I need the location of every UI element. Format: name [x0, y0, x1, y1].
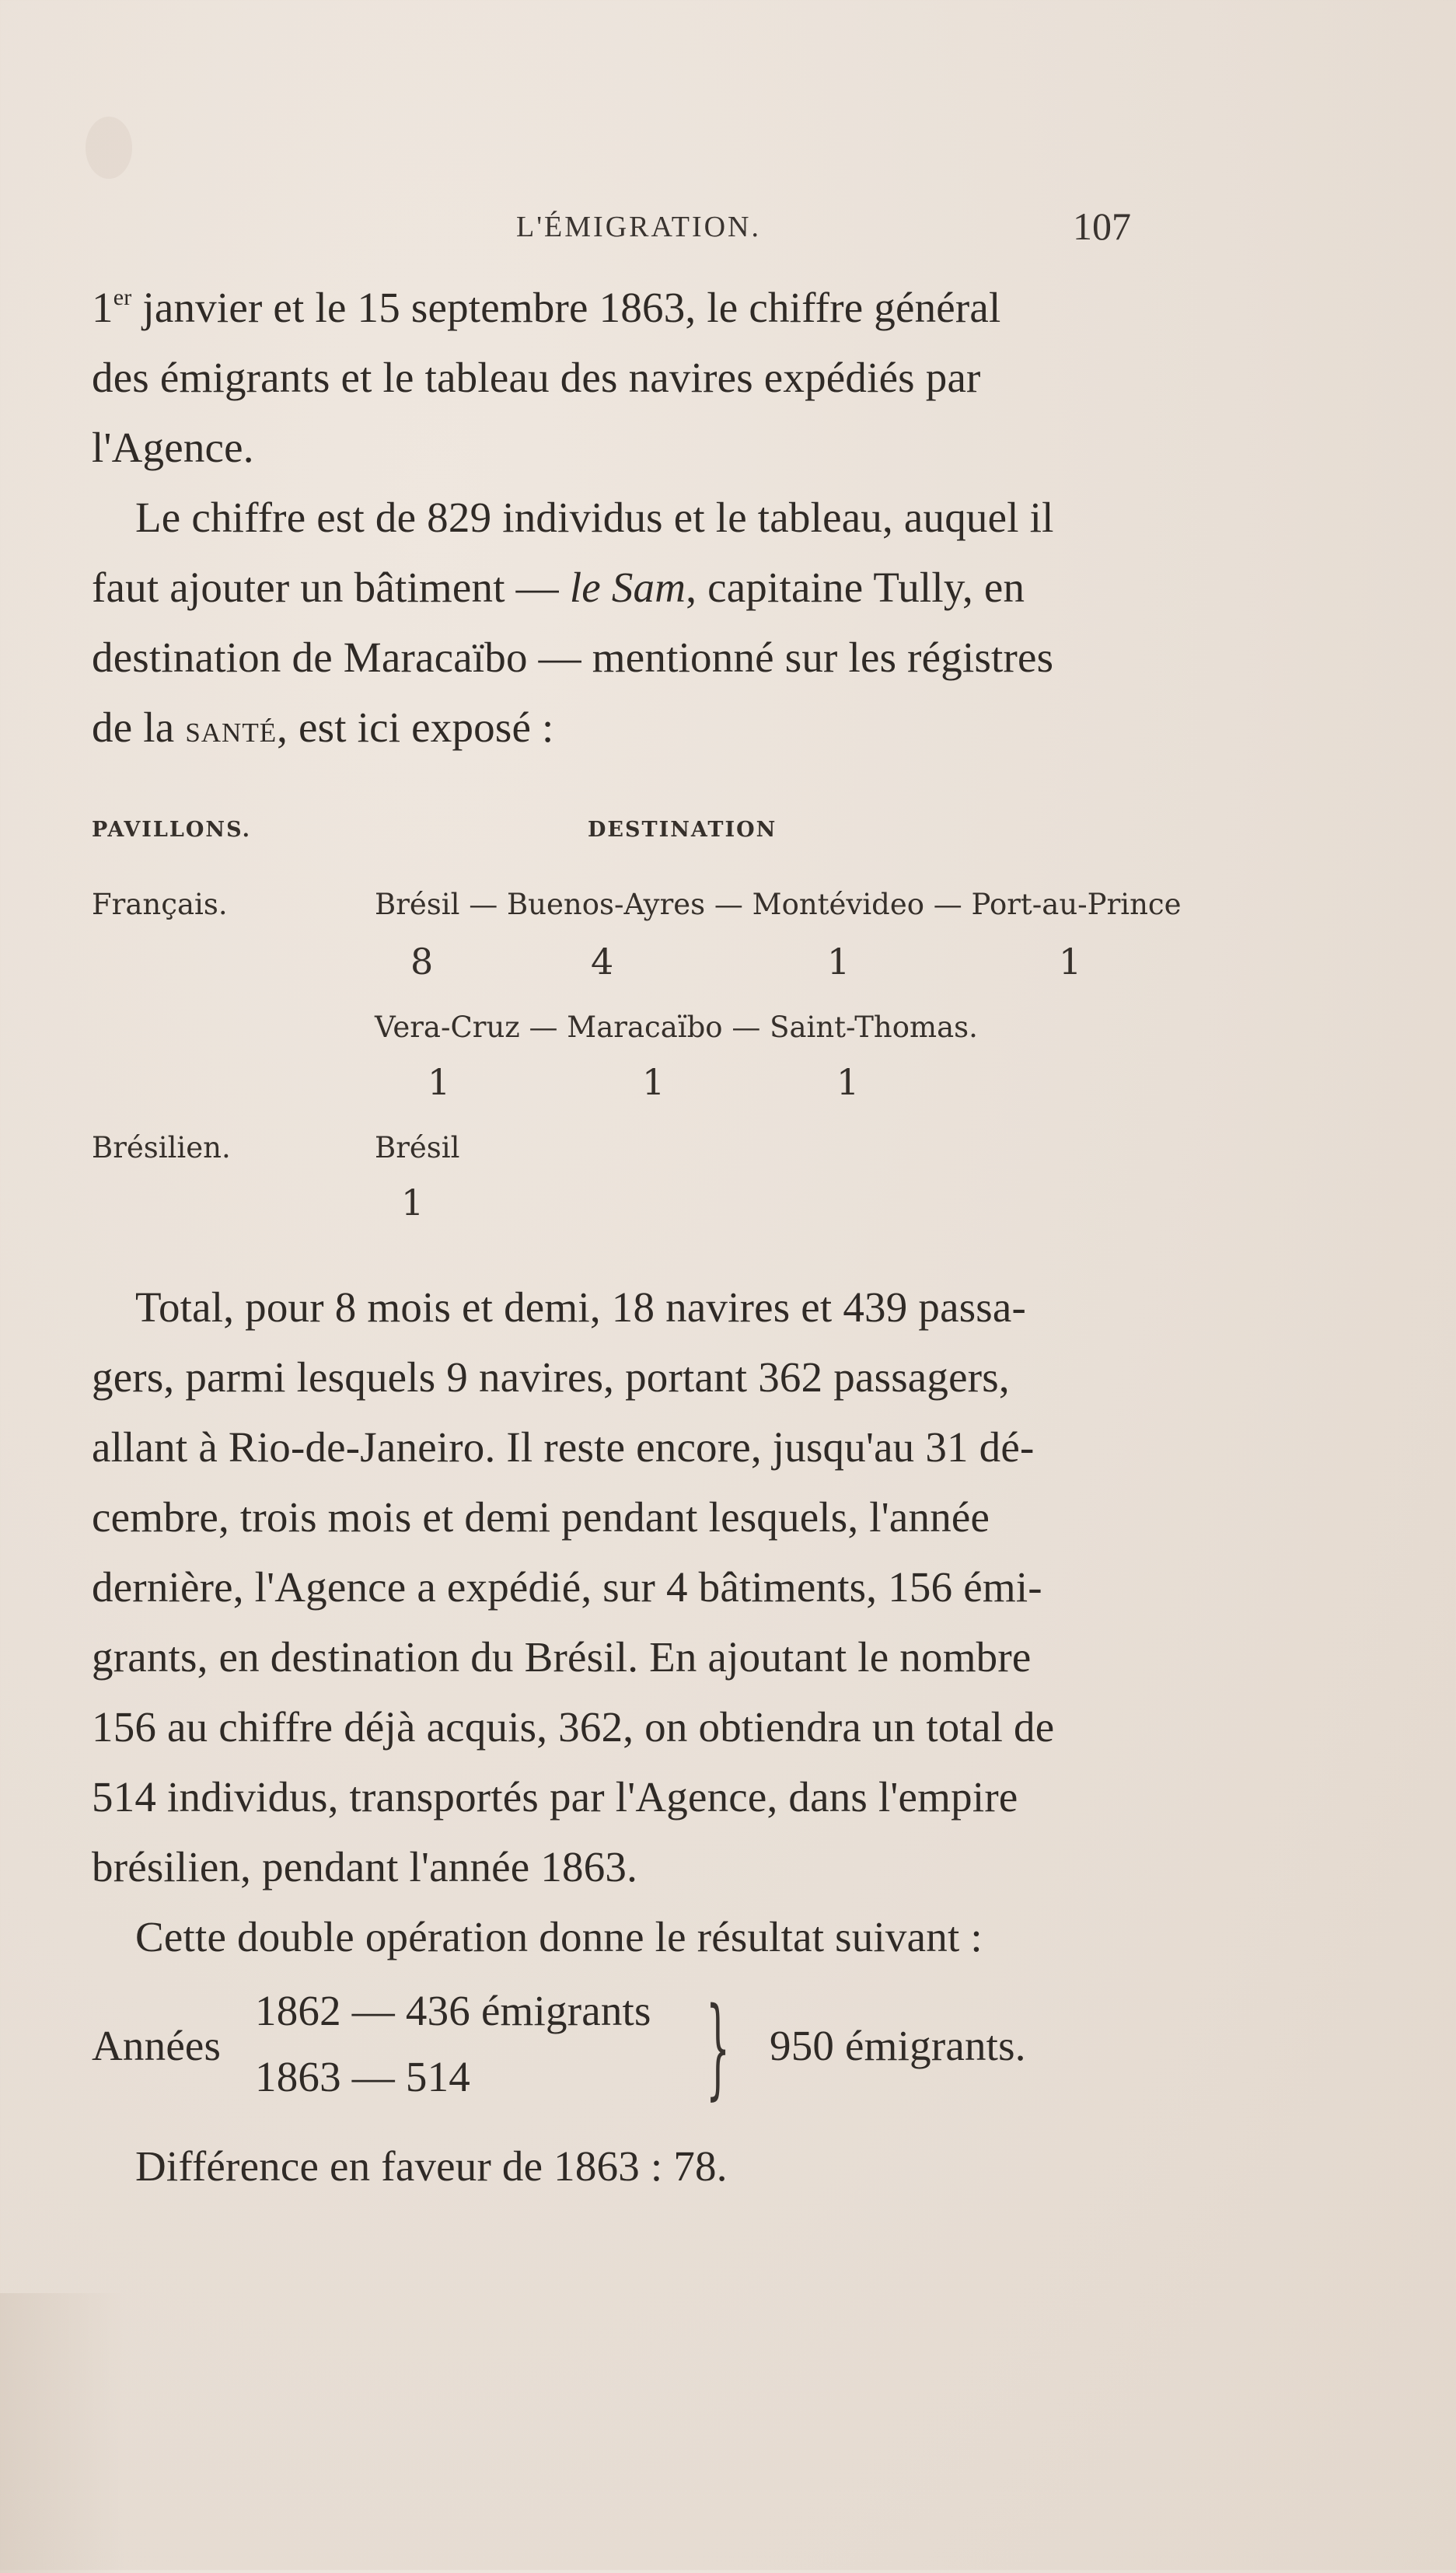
paper-stain: [86, 117, 132, 179]
column-header-pavillons: PAVILLONS.: [92, 818, 252, 842]
text-fragment: , capitaine Tully, en: [686, 564, 1025, 611]
destination-list: Brésil: [375, 1131, 460, 1164]
summary-row: 1862 — 436 émigrants: [255, 1987, 651, 2034]
page-number: 107: [1073, 204, 1131, 248]
count-cell: 1: [827, 941, 850, 983]
summary-total: 950 émigrants.: [770, 2022, 1026, 2069]
summary-label: Années: [92, 2022, 222, 2069]
summary-row: 1863 — 514: [255, 2053, 470, 2100]
text-line: allant à Rio-de-Janeiro. Il reste encore, jusqu'au 31 dé-: [92, 1423, 1035, 1471]
destination-list: Vera-Cruz — Maracaïbo — Saint-Thomas.: [375, 1011, 978, 1044]
paper-edge-shadow: [0, 2293, 124, 2573]
ship-name: le Sam: [569, 564, 686, 611]
text-line: Total, pour 8 mois et demi, 18 navires et 439 passa-: [135, 1283, 1027, 1331]
text-line: Le chiffre est de 829 individus et le tableau, auquel il: [135, 494, 1054, 541]
text-fragment: faut ajouter un bâtiment —: [92, 564, 570, 611]
text-line: 514 individus, transportés par l'Agence, dans l'empire: [92, 1773, 1018, 1821]
text-fragment: de la: [92, 703, 186, 751]
text-fragment: 1: [92, 284, 113, 331]
count-cell: 1: [836, 1061, 860, 1103]
text-line: grants, en destination du Brésil. En ajoutant le nombre: [92, 1633, 1032, 1681]
text-line: Cette double opération donne le résultat suivant :: [135, 1913, 983, 1960]
text-line: destination de Maracaïbo — mentionné sur les régistres: [92, 634, 1054, 681]
text-line: gers, parmi lesquels 9 navires, portant 362 passagers,: [92, 1353, 1010, 1401]
text-line: l'Agence.: [92, 424, 254, 471]
count-cell: 1: [642, 1061, 665, 1103]
text-line: [92, 283, 1001, 332]
small-caps-word: santé: [185, 707, 278, 750]
flag-label: Français.: [92, 888, 228, 921]
count-cell: 1: [1059, 941, 1082, 983]
column-header-destination: DESTINATION: [588, 818, 777, 842]
count-cell: 1: [428, 1061, 451, 1103]
superscript: er: [113, 285, 132, 310]
text-line: brésilien, pendant l'année 1863.: [92, 1843, 638, 1890]
text-line: 156 au chiffre déjà acquis, 362, on obtiendra un total de: [92, 1703, 1055, 1751]
running-header: L'ÉMIGRATION.: [516, 211, 761, 243]
text-fragment: , est ici exposé :: [277, 703, 554, 751]
count-cell: 1: [401, 1182, 424, 1224]
text-line: des émigrants et le tableau des navires expédiés par: [92, 354, 981, 401]
text-fragment: janvier et le 15 septembre 1863, le chiffre général: [131, 284, 1001, 331]
count-cell: 4: [591, 941, 614, 983]
destination-list: Brésil — Buenos-Ayres — Montévideo — Port-au-Prince: [375, 888, 1182, 921]
text-line: [92, 703, 554, 752]
flag-label: Brésilien.: [92, 1131, 231, 1164]
text-line: Différence en faveur de 1863 : 78.: [135, 2142, 728, 2190]
text-line: dernière, l'Agence a expédié, sur 4 bâtiments, 156 émi-: [92, 1563, 1042, 1611]
text-line: [92, 563, 1025, 612]
text-line: cembre, trois mois et demi pendant lesquels, l'année: [92, 1493, 990, 1541]
count-cell: 8: [410, 941, 434, 983]
right-brace: }: [706, 1985, 731, 2111]
